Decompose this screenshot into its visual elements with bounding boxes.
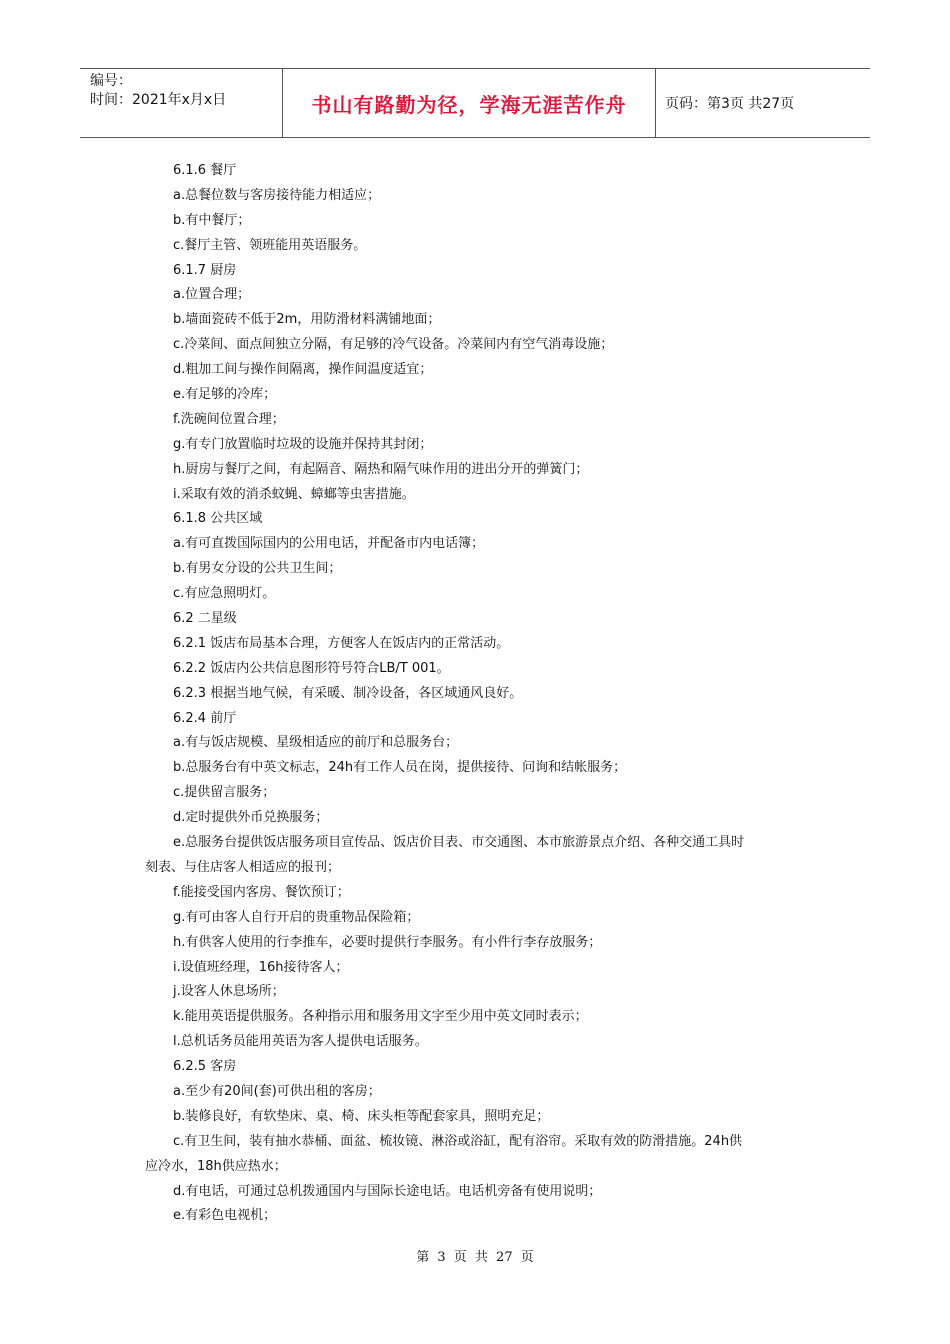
text-line: l.总机话务员能用英语为客人提供电话服务。 bbox=[173, 1034, 428, 1050]
text-line: 6.2.1 饭店布局基本合理，方便客人在饭店内的正常活动。 bbox=[173, 635, 510, 651]
page-footer: 第 3 页 共 27 页 bbox=[416, 1250, 534, 1265]
header-page-code: 页码：第3页 共27页 bbox=[665, 96, 795, 112]
text-line: h.有供客人使用的行李推车，必要时提供行李服务。有小件行李存放服务； bbox=[173, 934, 602, 950]
text-line: e.有足够的冷库； bbox=[173, 387, 277, 403]
text-line: a.有可直拨国际国内的公用电话，并配备市内电话簿； bbox=[173, 536, 485, 552]
text-line: a.至少有20间(套)可供出租的客房； bbox=[173, 1083, 381, 1099]
text-line: c.有应急照明灯。 bbox=[173, 586, 276, 602]
text-line: d.有电话，可通过总机拨通国内与国际长途电话。电话机旁备有使用说明； bbox=[173, 1183, 602, 1199]
text-line: f.能接受国内客房、餐饮预订； bbox=[173, 884, 350, 900]
text-line: j.设客人休息场所； bbox=[173, 984, 285, 1000]
document-time-label: 时间：2021年x月x日 bbox=[90, 92, 227, 108]
text-line: b.墙面瓷砖不低于2m，用防滑材料满铺地面； bbox=[173, 312, 441, 328]
text-line: a.总餐位数与客房接待能力相适应； bbox=[173, 187, 381, 203]
header-motto-cell bbox=[282, 69, 656, 137]
text-line: 6.2.5 客房 bbox=[173, 1059, 237, 1075]
text-line: c.提供留言服务； bbox=[173, 785, 276, 801]
text-line: 6.2.3 根据当地气候，有采暖、制冷设备，各区域通风良好。 bbox=[173, 685, 523, 701]
text-line: b.有男女分设的公共卫生间； bbox=[173, 561, 342, 577]
text-line: a.有与饭店规模、星级相适应的前厅和总服务台； bbox=[173, 735, 459, 751]
text-line: b.有中餐厅； bbox=[173, 212, 251, 228]
document-number-label: 编号： bbox=[90, 73, 132, 89]
text-line: c.餐厅主管、领班能用英语服务。 bbox=[173, 237, 367, 253]
text-line: 6.1.8 公共区域 bbox=[173, 511, 263, 527]
text-line: 6.2.2 饭店内公共信息图形符号符合LB/T 001。 bbox=[173, 660, 450, 676]
text-line: k.能用英语提供服务。各种指示用和服务用文字至少用中英文同时表示； bbox=[173, 1009, 588, 1025]
text-line: g.有专门放置临时垃圾的设施并保持其封闭； bbox=[173, 436, 433, 452]
text-line: i.设值班经理，16h接待客人； bbox=[173, 959, 349, 975]
text-line: 刻表、与住店客人相适应的报刊； bbox=[145, 859, 341, 875]
text-line: i.采取有效的消杀蚊蝇、蟑螂等虫害措施。 bbox=[173, 486, 415, 502]
text-line: 6.1.7 厨房 bbox=[173, 262, 237, 278]
text-line: c.有卫生间，装有抽水恭桶、面盆、梳妆镜、淋浴或浴缸，配有浴帘。采取有效的防滑措施。24h供 bbox=[173, 1133, 743, 1149]
text-line: b.装修良好，有软垫床、桌、椅、床头柜等配套家具，照明充足； bbox=[173, 1108, 550, 1124]
text-line: c.冷菜间、面点间独立分隔，有足够的冷气设备。冷菜间内有空气消毒设施； bbox=[173, 337, 614, 353]
header-motto: 书山有路勤为径，学海无涯苦作舟 bbox=[311, 92, 627, 117]
header-page-cell bbox=[655, 69, 870, 137]
text-line: f.洗碗间位置合理； bbox=[173, 411, 285, 427]
text-line: 6.2 二星级 bbox=[173, 611, 237, 627]
header-info-cell bbox=[80, 69, 282, 137]
text-line: d.定时提供外币兑换服务； bbox=[173, 810, 329, 826]
page-header bbox=[80, 68, 870, 138]
text-line: e.总服务台提供饭店服务项目宣传品、饭店价目表、市交通图、本市旅游景点介绍、各种交通工具时 bbox=[173, 835, 745, 851]
text-line: 6.1.6 餐厅 bbox=[173, 163, 237, 178]
text-line: 应冷水，18h供应热水； bbox=[145, 1158, 287, 1174]
text-line: b.总服务台有中英文标志，24h有工作人员在岗，提供接待、问询和结帐服务； bbox=[173, 760, 627, 776]
text-line: h.厨房与餐厅之间，有起隔音、隔热和隔气味作用的进出分开的弹簧门； bbox=[173, 461, 589, 477]
text-line: e.有彩色电视机； bbox=[173, 1208, 277, 1224]
text-line: g.有可由客人自行开启的贵重物品保险箱； bbox=[173, 909, 420, 925]
text-line: 6.2.4 前厅 bbox=[173, 710, 237, 726]
document-body bbox=[145, 159, 815, 1229]
text-line: d.粗加工间与操作间隔离，操作间温度适宜； bbox=[173, 362, 433, 378]
text-line: a.位置合理； bbox=[173, 287, 251, 303]
